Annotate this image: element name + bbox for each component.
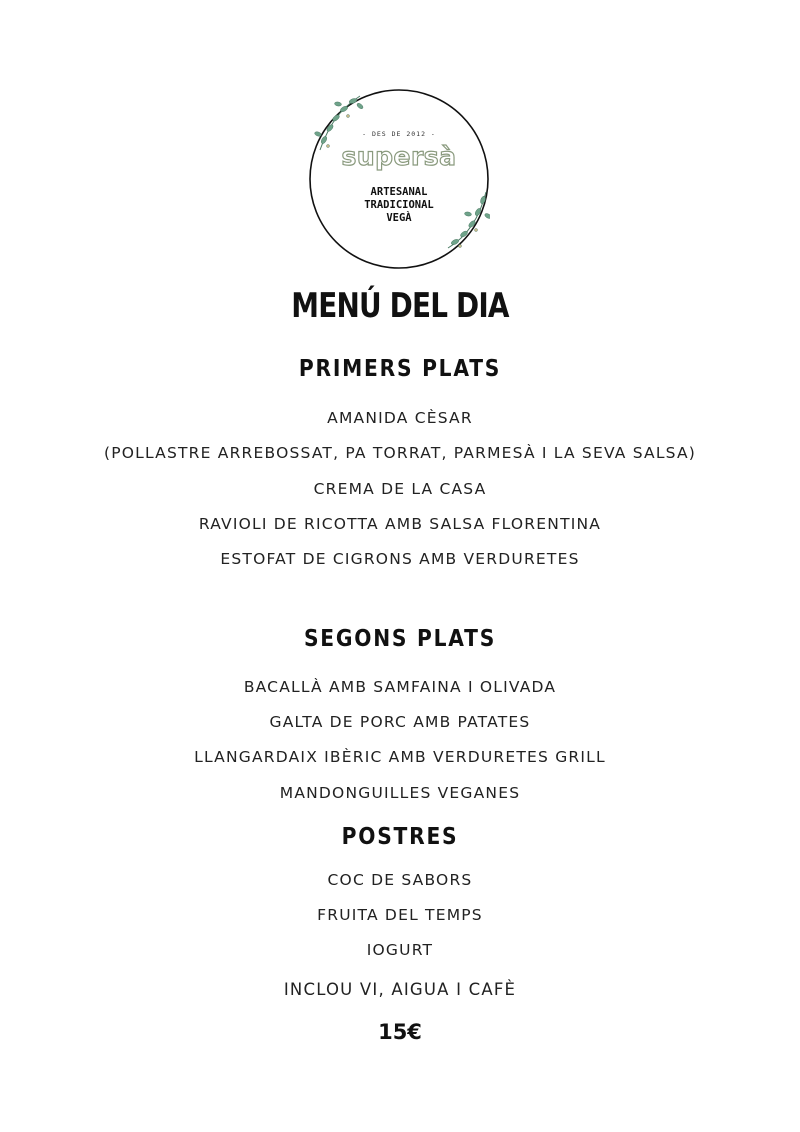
menu-item: AMANIDA CÈSAR <box>327 409 473 427</box>
menu-item: ESTOFAT DE CIGRONS AMB VERDURETES <box>220 550 580 568</box>
section-heading-first: PRIMERS PLATS <box>298 356 502 382</box>
menu-item: IOGURT <box>366 941 434 959</box>
menu-item: LLANGARDAIX IBÈRIC AMB VERDURETES GRILL <box>194 748 606 766</box>
menu-item: MANDONGUILLES VEGANES <box>279 784 521 802</box>
menu-title: MENÚ DEL DIA <box>291 286 509 326</box>
logo-circle-icon <box>308 88 490 270</box>
logo <box>308 88 490 270</box>
menu-item: (POLLASTRE ARREBOSSAT, PA TORRAT, PARMESÀ I LA SEVA SALSA) <box>103 444 697 462</box>
menu-item: BACALLÀ AMB SAMFAINA I OLIVADA <box>243 678 557 696</box>
menu-item: CREMA DE LA CASA <box>313 480 487 498</box>
section-heading-second: SEGONS PLATS <box>303 626 497 652</box>
logo-brand: supersà <box>341 142 457 171</box>
includes-note: INCLOU VI, AIGUA I CAFÈ <box>283 980 517 999</box>
tagline-line: TRADICIONAL <box>364 199 434 211</box>
section-heading-desserts: POSTRES <box>341 824 459 850</box>
menu-item: RAVIOLI DE RICOTTA AMB SALSA FLORENTINA <box>198 515 602 533</box>
menu-item: GALTA DE PORC AMB PATATES <box>269 713 531 731</box>
menu-item: COC DE SABORS <box>327 871 473 889</box>
menu-price: 15€ <box>378 1020 422 1044</box>
menu-item: FRUITA DEL TEMPS <box>317 906 483 924</box>
logo-since: - DES DE 2012 - <box>362 130 436 138</box>
tagline-line: VEGÀ <box>386 212 412 224</box>
tagline-line: ARTESANAL <box>370 186 428 198</box>
logo-tagline <box>308 186 490 225</box>
